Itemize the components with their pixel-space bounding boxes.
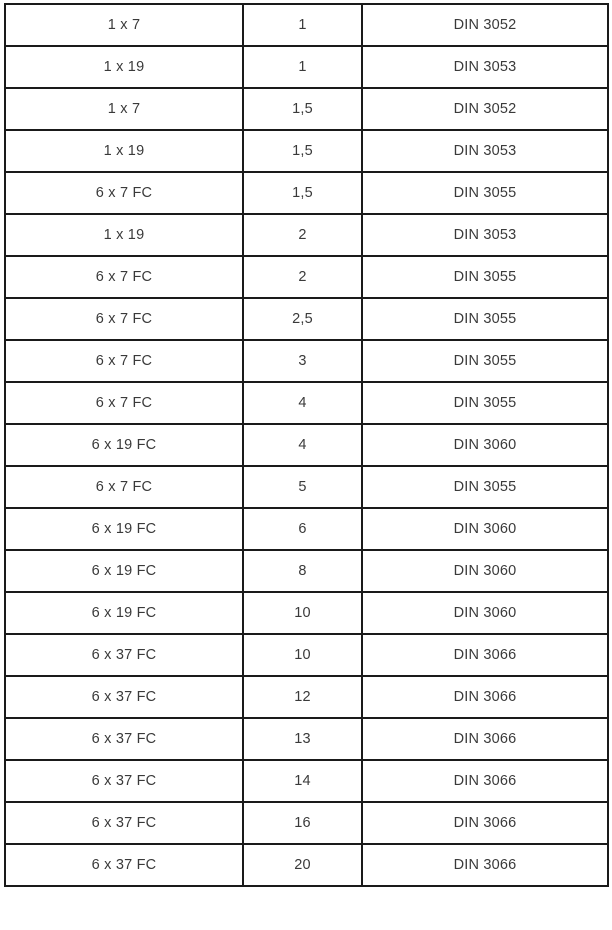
cell-construction: 1 x 19 — [5, 130, 243, 172]
table-row — [5, 466, 608, 508]
cell-construction: 6 x 19 FC — [5, 424, 243, 466]
cell-diameter: 1,5 — [243, 130, 362, 172]
cell-construction: 6 x 7 FC — [5, 340, 243, 382]
cell-standard: DIN 3053 — [362, 46, 608, 88]
cell-construction: 6 x 37 FC — [5, 760, 243, 802]
table-row — [5, 634, 608, 676]
table-row — [5, 424, 608, 466]
table-row — [5, 256, 608, 298]
cell-construction: 6 x 7 FC — [5, 382, 243, 424]
table-row — [5, 172, 608, 214]
cell-construction: 6 x 37 FC — [5, 718, 243, 760]
cell-standard: DIN 3066 — [362, 844, 608, 886]
cell-standard: DIN 3060 — [362, 508, 608, 550]
cell-diameter: 1,5 — [243, 172, 362, 214]
cell-construction: 6 x 37 FC — [5, 844, 243, 886]
cell-diameter: 12 — [243, 676, 362, 718]
table-row — [5, 760, 608, 802]
cell-diameter: 14 — [243, 760, 362, 802]
table-row — [5, 298, 608, 340]
cell-construction: 6 x 19 FC — [5, 592, 243, 634]
cell-standard: DIN 3060 — [362, 592, 608, 634]
cell-construction: 6 x 19 FC — [5, 508, 243, 550]
cell-diameter: 10 — [243, 634, 362, 676]
cell-standard: DIN 3066 — [362, 802, 608, 844]
cell-construction: 6 x 37 FC — [5, 802, 243, 844]
cell-standard: DIN 3060 — [362, 550, 608, 592]
cell-diameter: 4 — [243, 424, 362, 466]
cell-construction: 6 x 7 FC — [5, 256, 243, 298]
cell-construction: 1 x 19 — [5, 214, 243, 256]
cell-diameter: 13 — [243, 718, 362, 760]
wire-rope-spec-table — [4, 3, 609, 887]
table-row — [5, 46, 608, 88]
cell-diameter: 10 — [243, 592, 362, 634]
cell-standard: DIN 3066 — [362, 676, 608, 718]
cell-construction: 6 x 7 FC — [5, 298, 243, 340]
table-row — [5, 4, 608, 46]
table-row — [5, 550, 608, 592]
cell-construction: 1 x 7 — [5, 88, 243, 130]
cell-diameter: 1 — [243, 4, 362, 46]
cell-diameter: 6 — [243, 508, 362, 550]
cell-standard: DIN 3055 — [362, 466, 608, 508]
cell-standard: DIN 3066 — [362, 634, 608, 676]
table-row — [5, 88, 608, 130]
cell-standard: DIN 3066 — [362, 760, 608, 802]
cell-standard: DIN 3055 — [362, 172, 608, 214]
table-row — [5, 340, 608, 382]
cell-construction: 6 x 19 FC — [5, 550, 243, 592]
cell-diameter: 16 — [243, 802, 362, 844]
table-row — [5, 592, 608, 634]
cell-standard: DIN 3052 — [362, 88, 608, 130]
cell-diameter: 1 — [243, 46, 362, 88]
cell-construction: 6 x 7 FC — [5, 172, 243, 214]
cell-diameter: 2 — [243, 214, 362, 256]
cell-diameter: 3 — [243, 340, 362, 382]
cell-construction: 6 x 37 FC — [5, 676, 243, 718]
cell-standard: DIN 3053 — [362, 130, 608, 172]
cell-construction: 1 x 19 — [5, 46, 243, 88]
table-row — [5, 718, 608, 760]
table-row — [5, 676, 608, 718]
table-row — [5, 382, 608, 424]
table-row — [5, 802, 608, 844]
table-row — [5, 130, 608, 172]
cell-standard: DIN 3055 — [362, 256, 608, 298]
table-row — [5, 214, 608, 256]
cell-standard: DIN 3060 — [362, 424, 608, 466]
cell-standard: DIN 3053 — [362, 214, 608, 256]
table-row — [5, 508, 608, 550]
cell-diameter: 8 — [243, 550, 362, 592]
cell-standard: DIN 3055 — [362, 298, 608, 340]
cell-diameter: 2,5 — [243, 298, 362, 340]
cell-diameter: 4 — [243, 382, 362, 424]
cell-diameter: 1,5 — [243, 88, 362, 130]
cell-standard: DIN 3055 — [362, 382, 608, 424]
cell-standard: DIN 3066 — [362, 718, 608, 760]
cell-diameter: 2 — [243, 256, 362, 298]
cell-construction: 6 x 7 FC — [5, 466, 243, 508]
table-row — [5, 844, 608, 886]
cell-diameter: 5 — [243, 466, 362, 508]
cell-standard: DIN 3052 — [362, 4, 608, 46]
table-body — [5, 4, 608, 886]
cell-standard: DIN 3055 — [362, 340, 608, 382]
cell-diameter: 20 — [243, 844, 362, 886]
cell-construction: 1 x 7 — [5, 4, 243, 46]
cell-construction: 6 x 37 FC — [5, 634, 243, 676]
